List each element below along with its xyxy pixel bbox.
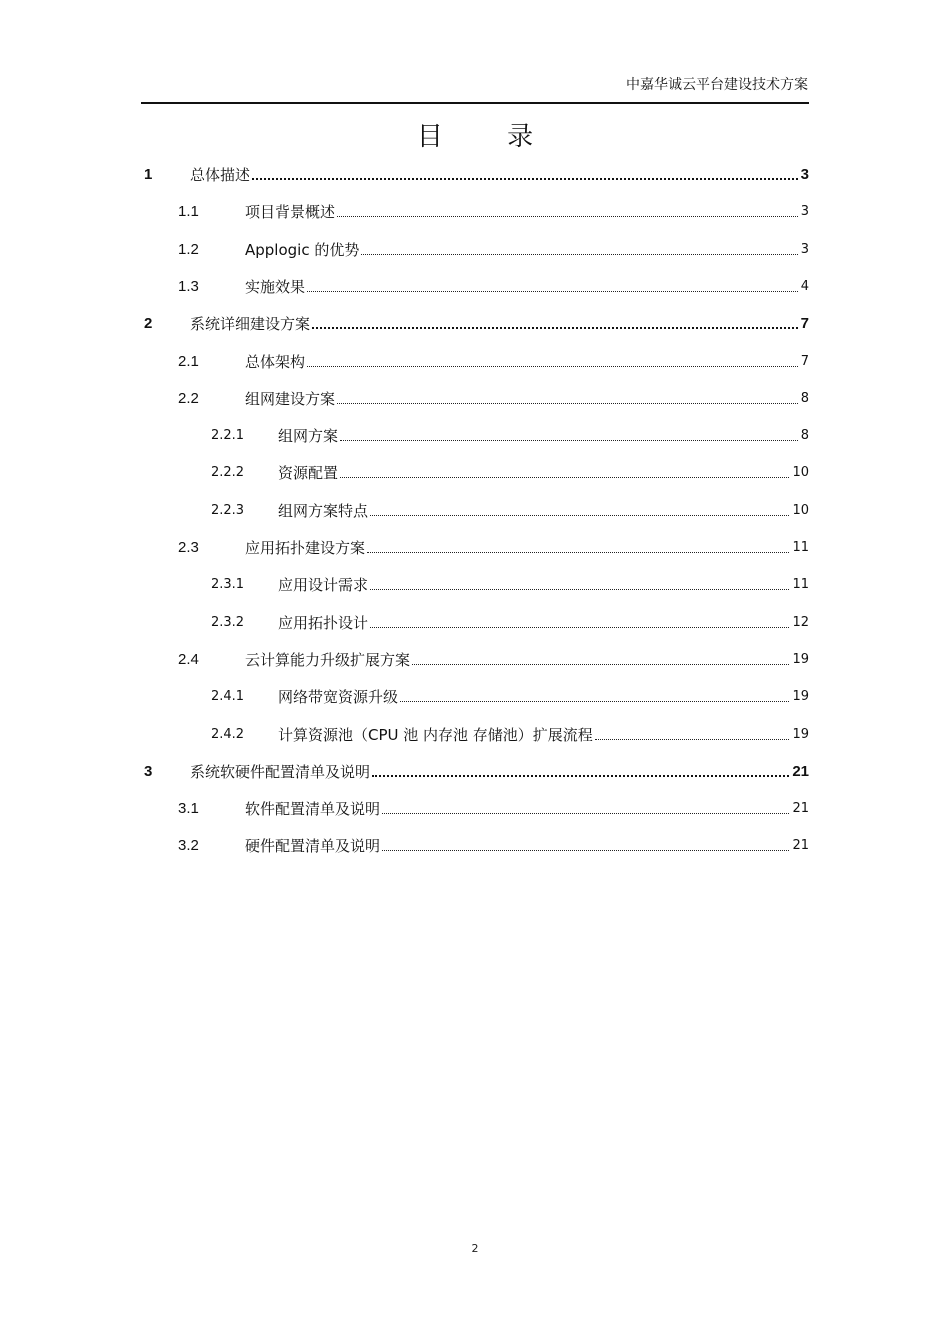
toc-entry[interactable] xyxy=(141,538,809,558)
toc-entry-line xyxy=(278,426,809,446)
toc-dot-leader xyxy=(337,216,798,217)
toc-entry-page: 3 xyxy=(800,166,809,183)
toc-dot-leader xyxy=(595,739,790,740)
toc-entry-line xyxy=(245,538,809,558)
toc-entry-title: 应用拓扑设计 xyxy=(278,613,369,632)
toc-heading: 目 录 xyxy=(416,122,562,152)
toc-entry-page: 3 xyxy=(801,202,809,222)
toc-entry-line xyxy=(245,799,809,819)
toc-entry-page: 3 xyxy=(801,240,809,260)
toc-entry-title: 云计算能力升级扩展方案 xyxy=(245,650,411,669)
toc-dot-leader xyxy=(400,701,789,702)
toc-entry-line xyxy=(278,687,809,707)
toc-entry-title: 网络带宽资源升级 xyxy=(278,688,399,707)
toc-entry-number: 2.4.2 xyxy=(211,726,245,742)
toc-entry-line xyxy=(190,762,809,782)
toc-entry-page: 11 xyxy=(792,538,809,558)
toc-entry[interactable] xyxy=(141,650,809,670)
toc-entry-title: 实施效果 xyxy=(245,277,306,296)
toc-dot-leader xyxy=(370,627,789,628)
toc-entry-number: 3.2 xyxy=(178,837,199,855)
toc-entry-page: 10 xyxy=(792,501,809,521)
toc-entry-page: 8 xyxy=(801,389,809,409)
toc-entry-title: 组网方案 xyxy=(278,427,339,446)
toc-entry-page: 4 xyxy=(801,277,809,297)
toc-entry-title: 项目背景概述 xyxy=(245,203,336,222)
toc-entry-number: 3 xyxy=(144,762,153,780)
toc-entry-line xyxy=(278,463,809,483)
toc-entry-line xyxy=(190,314,809,334)
header-divider xyxy=(141,102,809,104)
toc-entry-title: 应用拓扑建设方案 xyxy=(245,539,366,557)
toc-dot-leader xyxy=(340,477,789,478)
toc-entry-line xyxy=(245,650,809,670)
toc-entry-title: 总体描述 xyxy=(190,166,251,184)
toc-entry-line xyxy=(190,165,809,185)
toc-entry[interactable] xyxy=(141,314,809,334)
page-number: 2 xyxy=(471,1242,479,1255)
toc-entry-line xyxy=(245,389,809,409)
toc-dot-leader xyxy=(307,366,798,367)
toc-entry-number: 3.1 xyxy=(178,800,199,818)
toc-dot-leader xyxy=(372,775,789,777)
toc-entry-title: 组网方案特点 xyxy=(278,501,369,520)
toc-dot-leader xyxy=(367,552,789,553)
toc-entry-title: 资源配置 xyxy=(278,464,339,483)
toc-entry-number: 1.1 xyxy=(178,203,199,221)
toc-entry-title: 应用设计需求 xyxy=(278,576,369,595)
toc-entry[interactable] xyxy=(141,501,809,521)
toc-entry-page: 19 xyxy=(792,650,809,670)
toc-dot-leader xyxy=(370,589,789,590)
toc-entry-line xyxy=(278,501,809,521)
toc-entry-line xyxy=(278,725,809,745)
toc-entry-number: 2.2 xyxy=(178,389,199,407)
toc-dot-leader xyxy=(412,664,789,665)
toc-entry-line xyxy=(245,202,809,222)
toc-entry-page: 7 xyxy=(801,352,809,372)
toc-entry-page: 8 xyxy=(801,426,809,446)
toc-dot-leader xyxy=(382,813,789,814)
toc-dot-leader xyxy=(312,327,798,329)
toc-entry[interactable] xyxy=(141,202,809,222)
toc-entry-title: 总体架构 xyxy=(245,352,306,371)
toc-entry-line xyxy=(245,277,809,297)
toc-entry-page: 21 xyxy=(792,799,809,819)
toc-entry-title: Applogic 的优势 xyxy=(245,240,360,259)
document-header-title: 中嘉华诚云平台建设技术方案 xyxy=(626,77,808,93)
toc-entry-page: 19 xyxy=(792,687,809,707)
toc-entry[interactable] xyxy=(141,836,809,856)
toc-entry-number: 2.2.1 xyxy=(211,428,245,444)
toc-entry-number: 1.3 xyxy=(178,277,199,295)
toc-entry[interactable] xyxy=(141,762,809,782)
toc-entry-title: 硬件配置清单及说明 xyxy=(245,837,381,856)
toc-entry[interactable] xyxy=(141,575,809,595)
toc-entry-number: 2 xyxy=(144,315,153,333)
toc-entry-title: 组网建设方案 xyxy=(245,389,336,408)
toc-entry-title: 系统详细建设方案 xyxy=(190,315,311,334)
toc-dot-leader xyxy=(370,515,789,516)
toc-entry-number: 2.3.2 xyxy=(211,614,245,630)
toc-dot-leader xyxy=(307,291,798,292)
toc-entry[interactable] xyxy=(141,687,809,707)
toc-dot-leader xyxy=(337,403,798,404)
toc-entry-number: 1 xyxy=(144,166,153,183)
toc-entry-line xyxy=(278,613,809,633)
toc-dot-leader xyxy=(252,178,798,180)
toc-entry-number: 2.3 xyxy=(178,539,199,556)
toc-dot-leader xyxy=(382,850,789,851)
toc-entry-number: 2.4 xyxy=(178,650,199,668)
toc-entry-title: 计算资源池（CPU 池 内存池 存储池）扩展流程 xyxy=(278,725,593,744)
toc-entry[interactable] xyxy=(141,277,809,297)
toc-entry-page: 11 xyxy=(792,575,809,595)
toc-entry-number: 2.4.1 xyxy=(211,689,245,705)
toc-dot-leader xyxy=(340,440,798,441)
toc-entry-page: 21 xyxy=(792,762,809,780)
toc-entry[interactable] xyxy=(141,165,809,185)
toc-entry-number: 1.2 xyxy=(178,240,199,258)
toc-entry-page: 10 xyxy=(792,463,809,483)
toc-entry-title: 软件配置清单及说明 xyxy=(245,800,381,819)
toc-entry[interactable] xyxy=(141,389,809,409)
toc-entry-line xyxy=(245,836,809,856)
toc-entry[interactable] xyxy=(141,463,809,483)
toc-entry[interactable] xyxy=(141,352,809,372)
toc-entry-line xyxy=(245,352,809,372)
toc-entry-page: 12 xyxy=(792,613,809,633)
toc-dot-leader xyxy=(361,254,797,255)
toc-entry-page: 7 xyxy=(800,315,809,333)
toc-entry-line xyxy=(245,240,809,260)
toc-entry[interactable] xyxy=(141,240,809,260)
toc-entry-number: 2.1 xyxy=(178,352,199,370)
toc-entry-page: 21 xyxy=(792,836,809,856)
toc-entry[interactable] xyxy=(141,725,809,745)
toc-entry-number: 2.2.3 xyxy=(211,502,245,518)
toc-entry-page: 19 xyxy=(792,725,809,745)
toc-entry-title: 系统软硬件配置清单及说明 xyxy=(190,762,371,781)
toc-entry-number: 2.3.1 xyxy=(211,577,245,593)
toc-entry[interactable] xyxy=(141,613,809,633)
toc-entry-number: 2.2.2 xyxy=(211,465,245,481)
toc-entry[interactable] xyxy=(141,799,809,819)
toc-entry[interactable] xyxy=(141,426,809,446)
toc-entry-line xyxy=(278,575,809,595)
